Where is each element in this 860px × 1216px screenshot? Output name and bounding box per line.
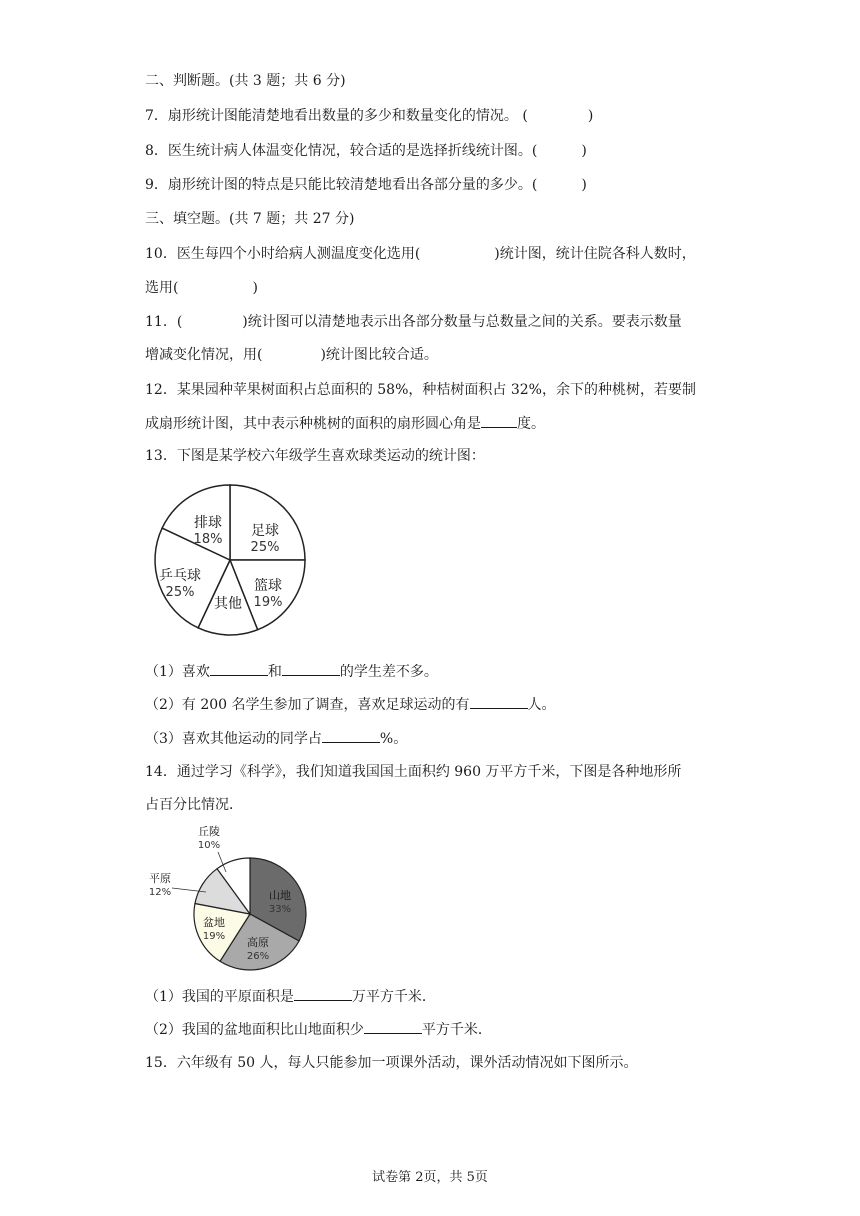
pie-slice-value: 26% bbox=[246, 951, 270, 962]
question-11-part-b: )统计图可以清楚地表示出各部分数量与总数量之间的关系。要表示数量 bbox=[242, 314, 682, 330]
question-11-part-c: 增减变化情况，用( bbox=[145, 347, 263, 363]
pie-slice-label: 排球 bbox=[194, 515, 222, 531]
pie-slice-label: 足球 bbox=[251, 523, 279, 539]
q13-sub2-a: （2）有 200 名学生参加了调查，喜欢足球运动的有 bbox=[145, 697, 470, 713]
question-11-line-2 bbox=[145, 346, 438, 364]
question-14-line-1: 14．通过学习《科学》，我们知道我国国土面积约 960 万平方千米，下图是各种地形所 bbox=[145, 764, 682, 780]
question-8-text: 8．医生统计病人体温变化情况，较合适的是选择折线统计图。( bbox=[145, 143, 538, 159]
q14-sub2-b: 平方千米． bbox=[421, 1022, 492, 1038]
pie-slice-label: 山地 bbox=[269, 889, 291, 902]
pie-slice-label: 平原 bbox=[149, 872, 171, 885]
question-12-part-c: 度。 bbox=[517, 416, 545, 432]
pie-slice-label: 高原 bbox=[247, 936, 269, 949]
question-12-line-1: 12．某果园种苹果树面积占总面积的 58%，种桔树面积占 32%，余下的种桃树，若要制 bbox=[145, 382, 696, 398]
section-3-title: 三、填空题。(共 7 题；共 27 分) bbox=[145, 211, 355, 227]
question-13-sub-1 bbox=[145, 661, 438, 681]
question-13-sub-3 bbox=[145, 728, 407, 748]
page-footer: 试卷第 2页，共 5页 bbox=[372, 1170, 488, 1185]
question-10-line-1 bbox=[145, 245, 696, 263]
answer-blank[interactable] bbox=[210, 661, 268, 676]
pie-slice-value: 19% bbox=[202, 931, 226, 942]
question-12-part-b: 成扇形统计图，其中表示种桃树的面积的扇形圆心角是 bbox=[145, 416, 481, 432]
pie-slice-label: 其他 bbox=[214, 596, 242, 612]
pie-slice-value: 25% bbox=[250, 540, 280, 555]
question-8 bbox=[145, 142, 587, 160]
question-11-part-a: 11．( bbox=[145, 314, 183, 330]
q13-sub3-a: （3）喜欢其他运动的同学占 bbox=[145, 731, 322, 747]
answer-blank[interactable] bbox=[470, 694, 528, 709]
q13-sub3-b: %。 bbox=[379, 731, 408, 747]
question-10-part-a: 10．医生每四个小时给病人测温度变化选用( bbox=[145, 246, 421, 262]
answer-blank[interactable] bbox=[364, 1019, 422, 1034]
pie-slice-value: 12% bbox=[148, 887, 172, 898]
terrain-pie-chart bbox=[140, 822, 315, 974]
pie-slice-label: 篮球 bbox=[254, 578, 282, 594]
pie-slice-value: 19% bbox=[253, 595, 283, 610]
q14-sub1-a: （1）我国的平原面积是 bbox=[145, 989, 294, 1005]
question-11-line-1 bbox=[145, 313, 682, 331]
q14-sub1-b: 万平方千米． bbox=[351, 989, 436, 1005]
q13-sub1-c: 的学生差不多。 bbox=[339, 664, 438, 680]
pie-slice-label: 盆地 bbox=[203, 916, 225, 929]
pie-slice-label: 丘陵 bbox=[198, 825, 220, 838]
question-15: 15．六年级有 50 人，每人只能参加一项课外活动，课外活动情况如下图所示。 bbox=[145, 1055, 638, 1071]
q13-sub1-b: 和 bbox=[267, 664, 282, 680]
question-14-line-2: 占百分比情况． bbox=[145, 797, 243, 813]
answer-blank[interactable] bbox=[282, 661, 340, 676]
pie-slice-label: 乒乓球 bbox=[159, 568, 201, 584]
sports-pie-slices bbox=[155, 485, 305, 635]
question-7-text: 7．扇形统计图能清楚地看出数量的多少和数量变化的情况。 ( bbox=[145, 108, 528, 124]
question-13-sub-2 bbox=[145, 694, 556, 714]
pie-slice-value: 33% bbox=[268, 904, 292, 915]
answer-blank[interactable] bbox=[294, 986, 352, 1001]
section-2-title: 二、判断题。(共 3 题；共 6 分) bbox=[145, 73, 346, 89]
question-9-text: 9．扇形统计图的特点是只能比较清楚地看出各部分量的多少。( bbox=[145, 177, 538, 193]
question-13-title: 13．下图是某学校六年级学生喜欢球类运动的统计图： bbox=[145, 448, 485, 464]
sports-pie-chart bbox=[150, 480, 316, 642]
question-12-line-2 bbox=[145, 413, 545, 433]
question-10-part-b: )统计图，统计住院各科人数时， bbox=[494, 246, 696, 262]
question-10-line-2 bbox=[145, 279, 258, 297]
question-9-close: ) bbox=[581, 177, 587, 193]
question-8-close: ) bbox=[581, 143, 587, 159]
q14-sub2-a: （2）我国的盆地面积比山地面积少 bbox=[145, 1022, 364, 1038]
q13-sub1-a: （1）喜欢 bbox=[145, 664, 210, 680]
answer-blank[interactable] bbox=[322, 728, 380, 743]
q13-sub2-b: 人。 bbox=[527, 697, 556, 713]
question-7-close: ) bbox=[587, 108, 594, 124]
question-11-part-d: )统计图比较合适。 bbox=[320, 347, 438, 363]
answer-blank[interactable] bbox=[481, 413, 517, 428]
question-7 bbox=[145, 107, 593, 125]
question-10-part-d: ) bbox=[252, 280, 258, 296]
question-14-sub-1 bbox=[145, 986, 436, 1006]
question-14-sub-2 bbox=[145, 1019, 492, 1039]
question-9 bbox=[145, 176, 587, 194]
question-10-part-c: 选用( bbox=[145, 280, 179, 296]
pie-slice-value: 18% bbox=[193, 532, 223, 547]
pie-slice-value: 25% bbox=[165, 585, 195, 600]
pie-slice-value: 10% bbox=[197, 840, 221, 851]
